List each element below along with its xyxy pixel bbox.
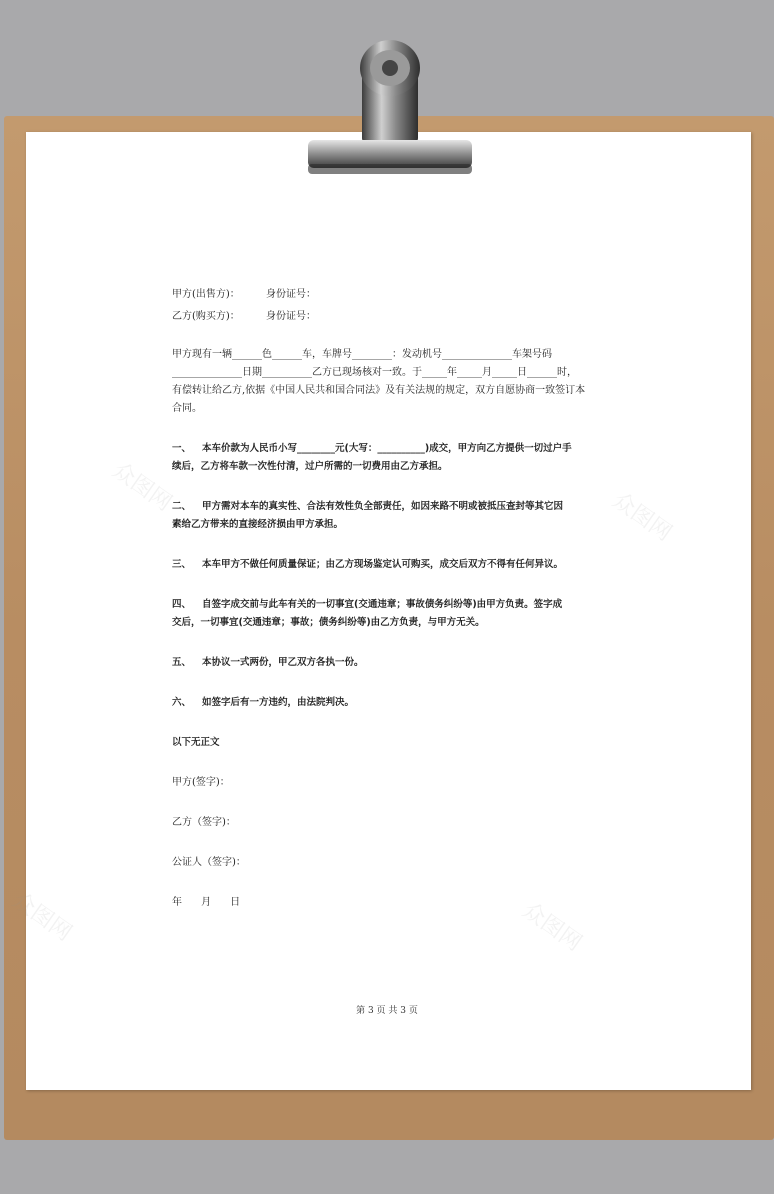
intro-line: ______________日期__________乙方已现场核对一致。于_____年_____月_____日______时， [172,367,577,378]
intro-line: 甲方现有一辆______色______车，车牌号________：发动机号______________车架号码 [172,349,552,360]
signature-party-b: 乙方（签字)： [172,817,236,828]
clause-5 [172,654,612,672]
party-b-label: 乙方(购买方)： [172,311,240,322]
clause-4 [172,596,612,632]
binder-clip-icon [304,28,476,178]
signature-notary: 公证人（签字)： [172,857,246,868]
party-a-label: 甲方(出售方)： [172,289,240,300]
intro-line: 合同。 [172,403,202,414]
clause-1 [172,440,612,476]
clause-text: 自签字成交前与此车有关的一切事宜(交通违章；事故债务纠纷等)由甲方负责。签字成 [202,599,563,610]
clause-number: 六、 [172,697,192,708]
end-of-text: 以下无正文 [172,737,220,748]
clause-number: 三、 [172,559,192,570]
clause-number: 二、 [172,501,192,512]
party-a-row [172,286,612,304]
signature-party-a: 甲方(签字)： [172,777,230,788]
clause-text: 如签字后有一方违约，由法院判决。 [202,697,355,708]
clause-number: 四、 [172,599,192,610]
clause-text: 本车甲方不做任何质量保证；由乙方现场鉴定认可购买，成交后双方不得有任何异议。 [202,559,564,570]
clause-text: 甲方需对本车的真实性、合法有效性负全部责任，如因来路不明或被抵压查封等其它因 [202,501,564,512]
clause-continuation: 续后，乙方将车款一次性付清，过户所需的一切费用由乙方承担。 [172,461,448,472]
clause-6 [172,694,612,712]
intro-paragraph [172,346,612,418]
party-b-id-label: 身份证号： [266,311,316,322]
intro-line: 有偿转让给乙方,依据《中国人民共和国合同法》及有关法规的规定，双方自愿协商一致签订本 [172,385,586,396]
clause-number: 五、 [172,657,192,668]
clause-3 [172,556,612,574]
party-a-id-label: 身份证号： [266,289,316,300]
clause-2 [172,498,612,534]
date-line: 年 月 日 [172,897,241,908]
clause-continuation: 交后，一切事宜(交通违章；事故；债务纠纷等)由乙方负责，与甲方无关。 [172,617,485,628]
contract-body [172,286,612,912]
clause-number: 一、 [172,443,192,454]
clause-text: 本车价款为人民币小写________元(大写：__________)成交，甲方向乙方提供一切过户手 [202,443,572,454]
page-number: 第 3 页 共 3 页 [356,1006,418,1016]
clause-text: 本协议一式两份，甲乙双方各执一份。 [202,657,364,668]
party-b-row [172,308,612,326]
clause-continuation: 素给乙方带来的直接经济损由甲方承担。 [172,519,344,530]
